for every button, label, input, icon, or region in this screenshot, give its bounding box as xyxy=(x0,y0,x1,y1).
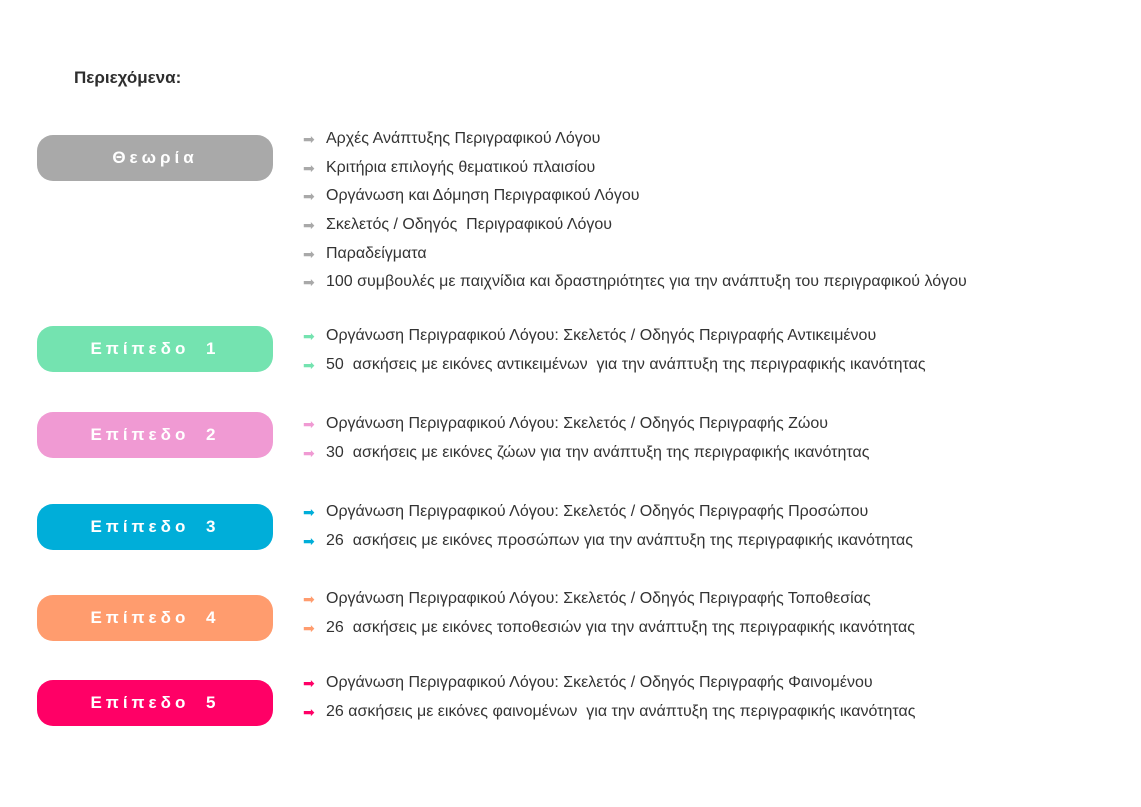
list-item-label: Αρχές Ανάπτυξης Περιγραφικού Λόγου xyxy=(326,130,601,148)
section-pill-theory[interactable]: Θεωρία xyxy=(37,135,273,181)
arrow-right-icon: ➡ xyxy=(303,159,315,176)
list-item-label: Οργάνωση Περιγραφικού Λόγου: Σκελετός / Οδηγός Περιγραφής Αντικειμένου xyxy=(326,327,877,345)
list-item-label: Οργάνωση Περιγραφικού Λόγου: Σκελετός / Οδηγός Περιγραφής Ζώου xyxy=(326,415,829,433)
arrow-right-icon: ➡ xyxy=(303,356,315,373)
list-item-label: 100 συμβουλές με παιχνίδια και δραστηριότητες για την ανάπτυξη του περιγραφικού λόγου xyxy=(326,273,967,291)
arrow-right-icon: ➡ xyxy=(303,274,315,291)
list-item xyxy=(303,268,967,297)
arrow-right-icon: ➡ xyxy=(303,217,315,234)
section-pill-level-3[interactable]: Επίπεδο 3 xyxy=(37,504,273,550)
arrow-right-icon: ➡ xyxy=(303,444,315,461)
list-item-label: 26 ασκήσεις με εικόνες προσώπων για την ανάπτυξη της περιγραφικής ικανότητας xyxy=(326,531,913,549)
list-item-label: 26 ασκήσεις με εικόνες τοποθεσιών για την ανάπτυξη της περιγραφικής ικανότητας xyxy=(326,618,915,636)
list-item-label: Οργάνωση και Δόμηση Περιγραφικού Λόγου xyxy=(326,187,640,205)
arrow-right-icon: ➡ xyxy=(303,703,315,720)
arrow-right-icon: ➡ xyxy=(303,245,315,262)
section-pill-level-2[interactable]: Επίπεδο 2 xyxy=(37,412,273,458)
section-items xyxy=(303,322,926,379)
arrow-right-icon: ➡ xyxy=(303,416,315,433)
list-item xyxy=(303,527,913,556)
list-item xyxy=(303,351,926,380)
arrow-right-icon: ➡ xyxy=(303,591,315,608)
list-item xyxy=(303,614,915,643)
list-item-label: Κριτήρια επιλογής θεματικού πλαισίου xyxy=(326,158,596,176)
list-item xyxy=(303,154,967,183)
list-item xyxy=(303,322,926,351)
section-pill-level-5[interactable]: Επίπεδο 5 xyxy=(37,680,273,726)
section-pill-level-4[interactable]: Επίπεδο 4 xyxy=(37,595,273,641)
section-pill-level-1[interactable]: Επίπεδο 1 xyxy=(37,326,273,372)
list-item xyxy=(303,585,915,614)
list-item xyxy=(303,439,869,468)
arrow-right-icon: ➡ xyxy=(303,188,315,205)
section-items xyxy=(303,498,913,555)
arrow-right-icon: ➡ xyxy=(303,532,315,549)
section-items xyxy=(303,585,915,642)
list-item-label: Σκελετός / Οδηγός Περιγραφικού Λόγου xyxy=(326,216,613,234)
arrow-right-icon: ➡ xyxy=(303,504,315,521)
page-title: Περιεχόμενα: xyxy=(74,68,182,87)
list-item xyxy=(303,182,967,211)
list-item-label: Οργάνωση Περιγραφικού Λόγου: Σκελετός / Οδηγός Περιγραφής Φαινομένου xyxy=(326,674,873,692)
list-item-label: Οργάνωση Περιγραφικού Λόγου: Σκελετός / Οδηγός Περιγραφής Τοποθεσίας xyxy=(326,590,871,608)
list-item xyxy=(303,410,869,439)
section-items xyxy=(303,410,869,467)
list-item-label: Παραδείγματα xyxy=(326,244,427,262)
arrow-right-icon: ➡ xyxy=(303,328,315,345)
arrow-right-icon: ➡ xyxy=(303,131,315,148)
arrow-right-icon: ➡ xyxy=(303,675,315,692)
list-item xyxy=(303,498,913,527)
list-item-label: 26 ασκήσεις με εικόνες φαινομένων για την ανάπτυξη της περιγραφικής ικανότητας xyxy=(326,702,916,720)
list-item xyxy=(303,669,915,698)
list-item xyxy=(303,211,967,240)
section-items xyxy=(303,669,915,726)
list-item xyxy=(303,698,915,727)
list-item-label: 50 ασκήσεις με εικόνες αντικειμένων για την ανάπτυξη της περιγραφικής ικανότητας xyxy=(326,355,926,373)
list-item-label: 30 ασκήσεις με εικόνες ζώων για την ανάπτυξη της περιγραφικής ικανότητας xyxy=(326,443,870,461)
list-item xyxy=(303,125,967,154)
section-items xyxy=(303,125,967,297)
list-item xyxy=(303,239,967,268)
arrow-right-icon: ➡ xyxy=(303,619,315,636)
list-item-label: Οργάνωση Περιγραφικού Λόγου: Σκελετός / Οδηγός Περιγραφής Προσώπου xyxy=(326,503,869,521)
